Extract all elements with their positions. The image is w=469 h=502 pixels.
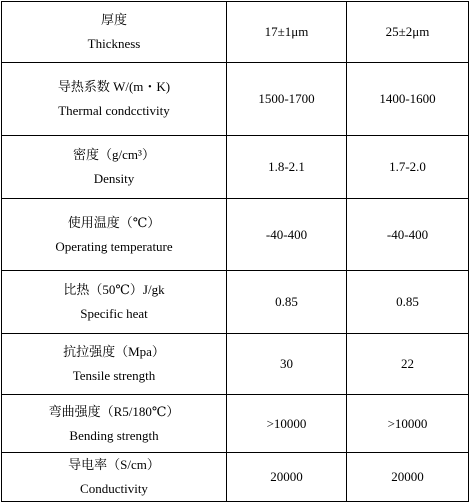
- value-a: >10000: [266, 415, 307, 431]
- table-row: [2, 63, 469, 136]
- value-b: >10000: [387, 415, 428, 431]
- spec-table: [1, 1, 469, 502]
- property-label-zh: 密度（g/cm³）: [73, 147, 155, 162]
- value-cell: [347, 2, 469, 63]
- value-b: 22: [401, 356, 414, 371]
- value-a: 1.8-2.1: [268, 159, 305, 174]
- table-row: [2, 395, 469, 453]
- value-cell: [347, 271, 469, 334]
- table-row: [2, 136, 469, 199]
- value-cell: [227, 2, 347, 63]
- table-row: [2, 334, 469, 395]
- value-b: 25±2μm: [385, 24, 430, 39]
- property-label-en: Thickness: [87, 36, 141, 51]
- property-cell: [2, 63, 227, 136]
- property-label-en: Conductivity: [80, 481, 148, 496]
- table-row: [2, 453, 469, 502]
- value-cell: [227, 136, 347, 199]
- value-cell: [347, 136, 469, 199]
- property-cell: [2, 453, 227, 502]
- value-a: 20000: [270, 469, 303, 484]
- value-cell: [347, 395, 469, 453]
- property-label-en: Tensile strength: [72, 368, 156, 383]
- value-cell: [227, 453, 347, 502]
- property-cell: [2, 334, 227, 395]
- value-a: 0.85: [275, 294, 298, 309]
- value-cell: [227, 271, 347, 334]
- value-cell: [347, 199, 469, 271]
- value-b: 1.7-2.0: [389, 159, 426, 174]
- property-label-zh: 导热系数 W/(m・K): [57, 79, 171, 94]
- value-cell: [227, 395, 347, 453]
- value-b: 20000: [391, 469, 424, 484]
- property-label-en: Operating temperature: [55, 238, 173, 254]
- value-cell: [347, 453, 469, 502]
- value-cell: [347, 63, 469, 136]
- value-a: 30: [280, 356, 293, 371]
- value-cell: [227, 199, 347, 271]
- property-label-en: Density: [93, 171, 135, 186]
- value-a: -40-400: [265, 226, 308, 242]
- property-label-zh: 抗拉强度（Mpa）: [63, 344, 165, 359]
- table-row: [2, 2, 469, 63]
- value-b: 1400-1600: [379, 91, 436, 106]
- property-label-zh: 使用温度（℃）: [67, 214, 161, 230]
- property-cell: [2, 2, 227, 63]
- property-cell: [2, 199, 227, 271]
- value-a: 17±1μm: [264, 24, 309, 39]
- value-b: -40-400: [386, 226, 429, 242]
- table-row: [2, 199, 469, 271]
- value-cell: [347, 334, 469, 395]
- value-b: 0.85: [396, 294, 419, 309]
- property-cell: [2, 271, 227, 334]
- value-cell: [227, 63, 347, 136]
- property-cell: [2, 395, 227, 453]
- property-label-en: Bending strength: [69, 427, 159, 443]
- table-row: [2, 271, 469, 334]
- property-label-zh: 导电率（S/cm）: [68, 457, 160, 472]
- property-label-en: Specific heat: [80, 306, 148, 321]
- property-label-zh: 弯曲强度（R5/180℃）: [48, 403, 180, 419]
- property-label-zh: 厚度: [100, 12, 127, 27]
- property-label-zh: 比热（50℃）J/gk: [63, 282, 165, 297]
- value-cell: [227, 334, 347, 395]
- property-cell: [2, 136, 227, 199]
- property-label-en: Thermal condcctivity: [58, 103, 170, 118]
- value-a: 1500-1700: [258, 91, 315, 106]
